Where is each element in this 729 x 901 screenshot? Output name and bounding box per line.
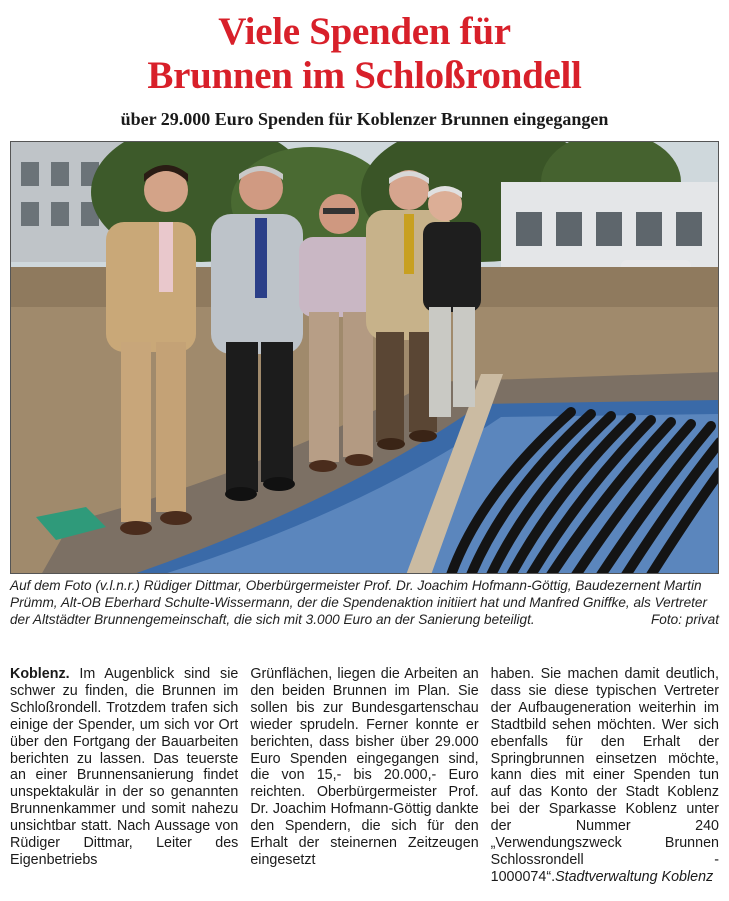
signature: Stadtverwaltung Koblenz — [555, 868, 714, 885]
photo-credit: Foto: privat — [651, 612, 719, 627]
caption-text: Auf dem Foto (v.l.n.r.) Rüdiger Dittmar, Oberbürgermeister Prof. Dr. Joachim Hofmann-Göttig, Baudezernent Martin Prümm, Alt-OB Eberhard Schulte-Wissermann, der die Spendenaktion initiiert hat und Manfred Gniffke, als Vertreter der Altstädter Brunnengemeinschaft, die sich mit 3.000 Euro an der Sanierung beteiligt. — [10, 578, 707, 627]
body-column-3-text: haben. Sie machen damit deutlich, dass sie diese typischen Vertreter der Aufbaugeneration weiterhin im Stadtbild sehen möchten. Wer sich ebenfalls für den Erhalt der Springbrunnen einsetzen möchte, kann dies mit einer Spenden tun auf das Konto der Stadt Koblenz bei der Sparkasse Koblenz unter der Nummer 240 „Verwendungszweck Brunnen Schlossrondell - 1000074“. — [490, 666, 719, 885]
photo-caption — [10, 577, 719, 628]
photo-illustration — [11, 142, 719, 574]
dateline: Koblenz. — [10, 666, 70, 682]
body-column-2-text: Grünflächen, liegen die Arbeiten an den beiden Brunnen im Plan. Sie sollen bis zur Bundesgartenschau wieder sprudeln. Ferner konnte er berichten, dass bisher über 29.000 Euro Spenden eingegangen sind, die von 15,- bis 20.000,- Euro reichten. Oberbürgermeister Prof. Dr. Joachim Hofmann-Göttig dankte den Spendern, die sich für den Erhalt der steinernen Zeitzeugen eingesetzt — [250, 666, 479, 868]
body-column-2 — [250, 666, 478, 896]
body-column-1 — [10, 666, 238, 896]
headline — [0, 10, 729, 98]
article-photo — [10, 141, 719, 574]
headline-line-2: Brunnen im Schloßrondell — [147, 54, 582, 97]
article-body — [10, 666, 719, 896]
body-column-3 — [491, 666, 719, 896]
subheadline: über 29.000 Euro Spenden für Koblenzer Brunnen eingegangen — [120, 109, 609, 129]
body-column-1-text: Im Augenblick sind sie schwer zu finden, die Brunnen im Schloßrondell. Trotzdem trafen sich einige der Spender, um sich vor Ort über den Fortgang der Bauarbeiten berichten zu lassen. Das teuerste an einer Brunnensanierung findet unspektakulär in der so genannten Brunnenkammer und somit nahezu unsichtbar statt. Nach Aussage von Rüdiger Dittmar, Leiter des Eigenbetriebs — [10, 666, 239, 868]
headline-line-1: Viele Spenden für — [218, 10, 511, 53]
